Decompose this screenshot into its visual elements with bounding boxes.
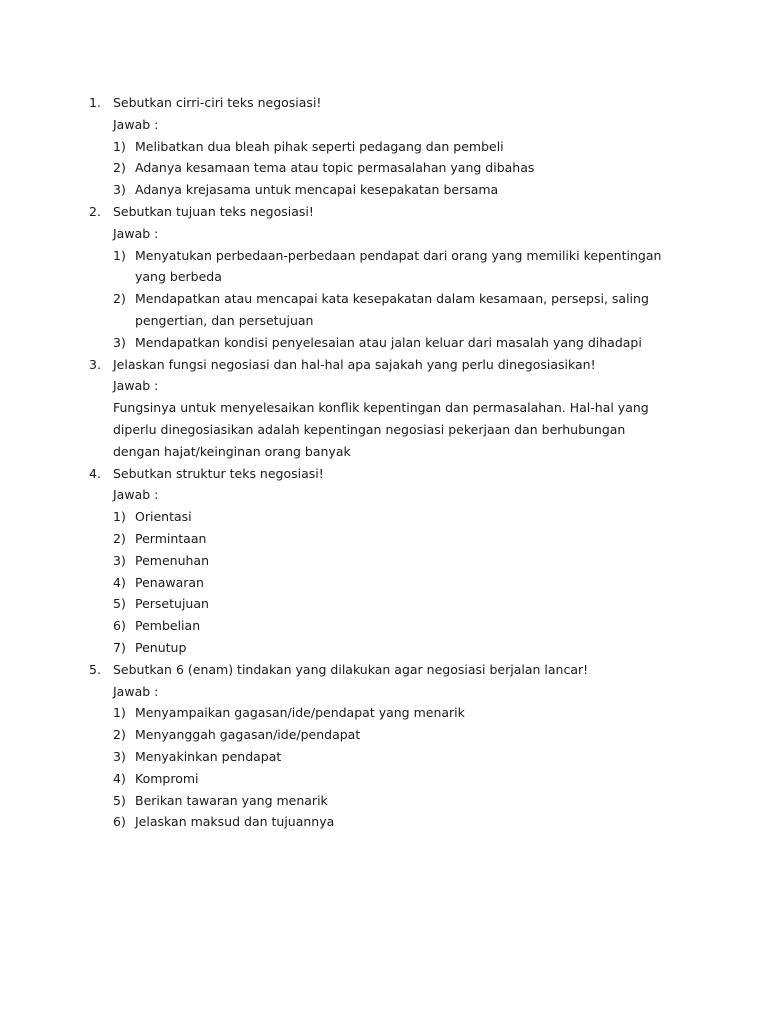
question-text: Sebutkan struktur teks negosiasi! (113, 465, 324, 481)
list-item-number: 1) (113, 705, 126, 721)
list-item-number: 6) (113, 814, 126, 830)
list-item-number: 3) (113, 334, 126, 350)
list-item (0, 746, 768, 768)
list-item (0, 332, 768, 354)
list-item-number: 3) (113, 748, 126, 764)
list-item (0, 572, 768, 594)
list-item-number: 3) (113, 552, 126, 568)
question-line (0, 201, 768, 223)
answer-label: Jawab : (113, 487, 159, 503)
question-line (0, 659, 768, 681)
answer-paragraph: Fungsinya untuk menyelesaikan konflik kepentingan dan permasalahan. Hal-hal yang diperlu dinegosiasikan adalah kepentingan negosiasi pekerjaan dan berhubungan dengan hajat/keinginan orang banyak (113, 400, 649, 459)
question-block (0, 659, 768, 833)
question-block (0, 201, 768, 354)
list-item-text: Pembelian (135, 618, 201, 634)
list-item-text: Menyakinkan pendapat (135, 748, 282, 764)
list-item-text: Orientasi (135, 509, 192, 525)
list-item-text: Menyatukan perbedaan-perbedaan pendapat dari orang yang memiliki kepentingan yang berbeda (135, 247, 662, 285)
document-page (0, 92, 768, 833)
list-item (0, 550, 768, 572)
list-item (0, 593, 768, 615)
list-item (0, 811, 768, 833)
list-item-text: Mendapatkan kondisi penyelesaian atau jalan keluar dari masalah yang dihadapi (135, 334, 642, 350)
question-text: Sebutkan cirri-ciri teks negosiasi! (113, 95, 322, 110)
list-item (0, 288, 768, 332)
list-item (0, 768, 768, 790)
list-item-number: 5) (113, 596, 126, 612)
answer-label: Jawab : (113, 683, 159, 699)
list-item-text: Kompromi (135, 770, 199, 786)
question-line (0, 354, 768, 376)
list-item-number: 5) (113, 792, 126, 808)
list-item-number: 1) (113, 138, 126, 154)
list-item-text: Berikan tawaran yang menarik (135, 792, 328, 808)
list-item-number: 2) (113, 160, 126, 176)
list-item (0, 506, 768, 528)
answer-label: Jawab : (113, 378, 159, 394)
list-item (0, 245, 768, 289)
question-text: Jelaskan fungsi negosiasi dan hal-hal apa sajakah yang perlu dinegosiasikan! (113, 356, 596, 372)
list-item (0, 136, 768, 158)
list-item-text: Permintaan (135, 530, 207, 546)
answer-label: Jawab : (113, 225, 159, 241)
question-block (0, 354, 768, 463)
list-item-text: Jelaskan maksud dan tujuannya (135, 814, 335, 830)
list-item-number: 6) (113, 618, 126, 634)
list-item-number: 1) (113, 247, 126, 263)
list-item (0, 615, 768, 637)
list-item-number: 2) (113, 530, 126, 546)
question-line (0, 463, 768, 485)
list-item-text: Melibatkan dua bleah pihak seperti pedagang dan pembeli (135, 138, 504, 154)
list-item-text: Persetujuan (135, 596, 209, 612)
list-item-text: Menyampaikan gagasan/ide/pendapat yang menarik (135, 705, 465, 721)
question-text: Sebutkan tujuan teks negosiasi! (113, 203, 314, 219)
question-text: Sebutkan 6 (enam) tindakan yang dilakukan agar negosiasi berjalan lancar! (113, 661, 589, 677)
answer-label: Jawab : (113, 116, 159, 132)
list-item-number: 2) (113, 291, 126, 307)
list-item (0, 157, 768, 179)
list-item-number: 2) (113, 727, 126, 743)
list-item (0, 724, 768, 746)
list-item-text: Adanya krejasama untuk mencapai kesepakatan bersama (135, 182, 499, 198)
question-number: 2. (89, 203, 101, 219)
question-number: 1. (89, 95, 101, 110)
question-number: 3. (89, 356, 101, 372)
list-item (0, 702, 768, 724)
list-item-text: Mendapatkan atau mencapai kata kesepakatan dalam kesamaan, persepsi, saling pengertian, dan persetujuan (135, 291, 649, 328)
list-item-number: 1) (113, 509, 126, 525)
question-block (0, 463, 768, 659)
question-block (0, 92, 768, 201)
list-item (0, 179, 768, 201)
question-number: 4. (89, 465, 101, 481)
question-line (0, 92, 768, 114)
list-item-text: Menyanggah gagasan/ide/pendapat (135, 727, 361, 743)
list-item (0, 528, 768, 550)
list-item (0, 637, 768, 659)
list-item-text: Pemenuhan (135, 552, 209, 568)
list-item-number: 4) (113, 770, 126, 786)
question-number: 5. (89, 661, 101, 677)
list-item-number: 4) (113, 574, 126, 590)
list-item-number: 3) (113, 182, 126, 198)
list-item-text: Adanya kesamaan tema atau topic permasalahan yang dibahas (135, 160, 535, 176)
list-item (0, 790, 768, 812)
list-item-number: 7) (113, 639, 126, 655)
list-item-text: Penawaran (135, 574, 204, 590)
list-item-text: Penutup (135, 639, 187, 655)
